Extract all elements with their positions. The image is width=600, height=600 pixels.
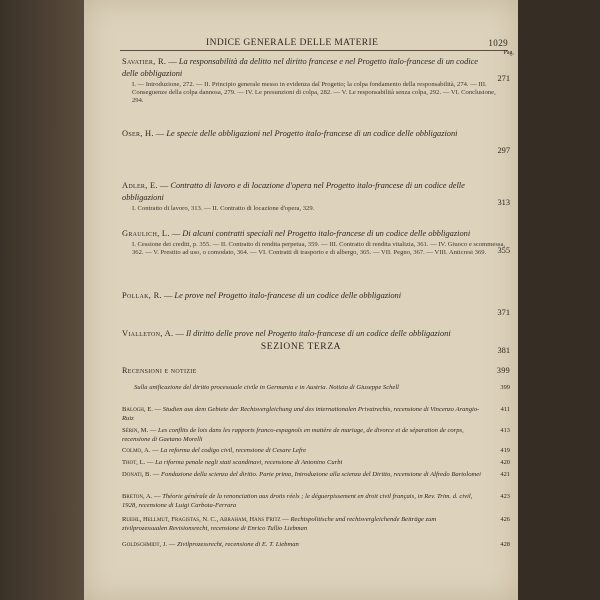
- entry-title-line: Graulich, L. — Di alcuni contratti speciali nel Progetto italo-francese di un codice delle obbligazioni: [122, 229, 471, 238]
- entry-page: 355: [497, 246, 510, 255]
- entry-author: Vialleton, A.: [122, 329, 174, 338]
- review-entry: Colmo, A. — La reforma del codigo civil, recensione di Cesare Lefre 419: [122, 447, 510, 454]
- review-text: Fondazione della scienza del diritto. Parte prima, Introduzione alla scienza del Diritto, recensione di Alfredo Bartolomei: [161, 471, 482, 478]
- toc-entry: [122, 128, 510, 155]
- review-entry: Thot, L. — La riforma penale negli stati scandinavi, recensione di Antonino Curbi 420: [122, 459, 510, 466]
- entry-page: 297: [497, 146, 510, 155]
- entry-author: Pollak, R.: [122, 291, 162, 300]
- page-number: 1029: [488, 38, 508, 48]
- review-page: 419: [500, 447, 510, 454]
- review-author: Balogh, E.: [122, 406, 153, 413]
- recensioni-page: 399: [496, 366, 510, 375]
- header-rule: [120, 50, 508, 51]
- review-text: La riforma penale negli stati scandinavi, recensione di Antonino Curbi: [155, 459, 343, 466]
- review-text: Les conflits de lois dans les rapports franco-espagnols en matière de mariage, de divorce et de séparation de corps, recensione di Gaetano Morelli: [122, 427, 464, 443]
- background-edge: [518, 0, 600, 600]
- entry-title: Contratto di lavoro e di locazione d'opera nel Progetto italo-francese di un codice delle obbligazioni: [122, 181, 465, 202]
- toc-entry: [122, 290, 510, 317]
- review-text: Rechtspolitische und rechtsvergleichende Beiträge zum zivilprozessualen Revisionsrecht, recensione di Enrico Tullio Liebman: [122, 516, 437, 532]
- entry-title-line: Adler, E. — Contratto di lavoro e di locazione d'opera nel Progetto italo-francese di un codice delle obbligazioni: [122, 181, 465, 202]
- review-page: 428: [500, 541, 510, 548]
- entry-subsections: I. Contratto di lavoro, 313. — II. Contratto di locazione d'opera, 329.: [132, 205, 315, 212]
- review-text: Théorie générale de la renonciation aux droits réels ; le déguerpissement en droit civil français, in Rev. Trim. d. civil, 1928, recensione di Luigi Carbota-Ferrara: [122, 493, 473, 509]
- entry-title: Le specie delle obbligazioni nel Progetto italo-francese di un codice delle obbligazioni: [166, 129, 458, 138]
- entry-page: 313: [497, 198, 510, 207]
- review-author: Donati, B.: [122, 471, 152, 478]
- review-text: La reforma del codigo civil, recensione di Cesare Lefre: [160, 447, 307, 454]
- entry-title: Di alcuni contratti speciali nel Progetto italo-francese di un codice delle obbligazioni: [182, 229, 471, 238]
- review-text: Sulla unificazione del diritto processuale civile in Germania e in Austria. Notizia di Giuseppe Schell: [134, 384, 400, 391]
- review-entry: Breton, A. — Théorie générale de la renonciation aux droits réels ; le déguerpissement en droit civil français, in Rev. Trim. d. civil, 1928, recensione di Luigi Carbota-Ferrara 423: [122, 493, 510, 509]
- pag-label: Pag.: [503, 50, 514, 56]
- review-author: Breton, A.: [122, 493, 153, 500]
- review-author: Colmo, A.: [122, 447, 151, 454]
- entry-author: Graulich, L.: [122, 229, 170, 238]
- section-title: SEZIONE TERZA: [260, 342, 342, 352]
- running-header: [120, 38, 508, 50]
- review-page: 399: [500, 384, 510, 391]
- review-author: Ruehl, Hellmut, Fragistas, N. C., Abraham, Hans Fritz: [122, 516, 281, 523]
- entry-page: 381: [497, 346, 510, 355]
- entry-author: Savatier, R.: [122, 57, 167, 66]
- review-page: 426: [500, 516, 510, 523]
- header-title: INDICE GENERALE DELLE MATERIE: [206, 38, 379, 48]
- recensioni-label: Recensioni e notizie: [122, 366, 197, 375]
- entry-title-line: Pollak, R. — Le prove nel Progetto italo-francese di un codice delle obbligazioni: [122, 291, 402, 300]
- entry-page: 371: [497, 308, 510, 317]
- review-entry: Ruehl, Hellmut, Fragistas, N. C., Abraham, Hans Fritz — Rechtspolitische und rechtsvergleichende Beiträge zum zivilprozessualen Revisionsrecht, recensione di Enrico Tullio Liebman 426: [122, 516, 510, 532]
- review-page: 420: [500, 459, 510, 466]
- review-page: 413: [500, 427, 510, 434]
- entry-author: Adler, E.: [122, 181, 158, 190]
- entry-subsections: I. Cessione dei crediti, p. 355. — II. Contratto di rendita perpetua, 359. — III. Contratto di rendita vitalizia, 361. — IV. Giuoco e scommessa, 362. — V. Prestito ad uso, o comodato, 364. — VI. Contratti di trasporto e di albergo, 365. — VII. Pegno, 367. — VIII. Anticresi 369.: [132, 241, 506, 256]
- review-entry: Balogh, E. — Studien aus dem Gebiete der Rechtsvergleichung und des internationalen Privatrechts, recensione di Vincenzo Arangio-Ruiz 411: [122, 406, 510, 422]
- review-entry: Goldschmidt, J. — Zivilprozessrecht, recensione di E. T. Liebman 428: [122, 541, 510, 548]
- book-page: [84, 0, 518, 600]
- entry-title: Il diritto delle prove nel Progetto italo-francese di un codice delle obbligazioni: [185, 329, 451, 338]
- entry-title: Le prove nel Progetto italo-francese di un codice delle obbligazioni: [174, 291, 402, 300]
- review-text: Zivilprozessrecht, recensione di E. T. Liebman: [176, 541, 299, 548]
- review-page: 423: [500, 493, 510, 500]
- review-text: Studien aus dem Gebiete der Rechtsvergleichung und des internationalen Privatrechts, recensione di Vincenzo Arangio-Ruiz: [122, 406, 480, 422]
- toc-entry: [122, 50, 514, 105]
- entry-title-line: Vialleton, A. — Il diritto delle prove nel Progetto italo-francese di un codice delle obbligazioni: [122, 329, 451, 338]
- review-page: 411: [500, 406, 510, 413]
- review-entry: [122, 383, 508, 392]
- recensioni-heading: [122, 366, 508, 375]
- book-spine: [0, 0, 84, 600]
- review-author: Thot, L.: [122, 459, 146, 466]
- review-entry: Donati, B. — Fondazione della scienza del diritto. Parte prima, Introduzione alla scienza del Diritto, recensione di Alfredo Bartolomei 421: [122, 471, 510, 478]
- entry-author: Oser, H.: [122, 129, 154, 138]
- entry-title-line: Savatier, R. — La responsabilità da delitto nel diritto francese e nel Progetto italo-francese di un codice delle obbligazioni: [122, 57, 479, 78]
- toc-entry: [122, 228, 508, 257]
- entry-subsections: I. — Introduzione, 272. — II. Principio generale messo in evidenza dal Progetto; la colpa fondamento della responsabilità, 274. — III. Conseguenze della colpa dannosa, 279. — IV. Le presunzioni di colpa, 282. — V. Le responsabilità senza colpa, 292. — VI. Conclusione, 294.: [132, 81, 496, 104]
- entry-title-line: Oser, H. — Le specie delle obbligazioni nel Progetto italo-francese di un codice delle obbligazioni: [122, 129, 458, 138]
- review-author: Goldschmidt, J.: [122, 541, 168, 548]
- toc-entry: [122, 180, 508, 213]
- entry-page: 271: [497, 74, 510, 83]
- review-page: 421: [500, 471, 510, 478]
- review-entry: Sérin, M. — Les conflits de lois dans les rapports franco-espagnols en matière de mariage, de divorce et de séparation de corps, recensione di Gaetano Morelli 413: [122, 427, 510, 443]
- entry-title: La responsabilità da delitto nel diritto francese e nel Progetto italo-francese di un codice delle obbligazioni: [122, 57, 479, 78]
- review-author: Sérin, M.: [122, 427, 149, 434]
